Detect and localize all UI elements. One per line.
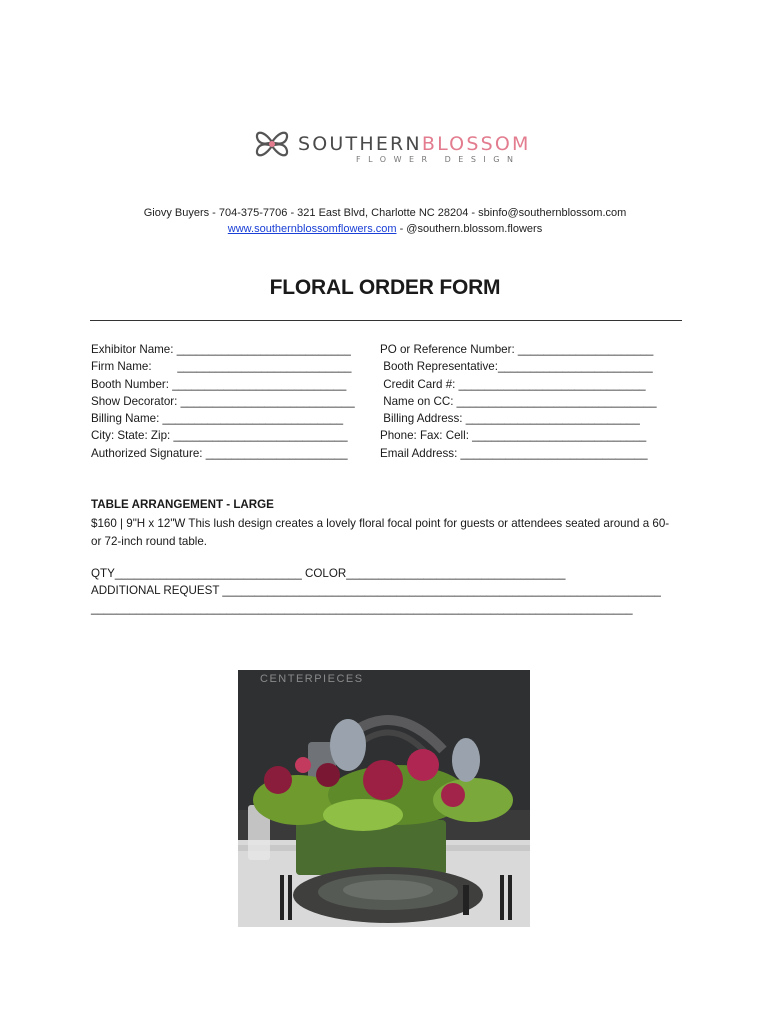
- billing-address-field[interactable]: Billing Address: ___________________________: [380, 412, 640, 426]
- po-reference-field[interactable]: PO or Reference Number: _____________________: [380, 343, 654, 356]
- order-fields-right: [380, 341, 657, 462]
- exhibitor-name-field[interactable]: Exhibitor Name: ___________________________: [91, 343, 351, 356]
- arrangement-title: TABLE ARRANGEMENT - LARGE: [91, 498, 274, 511]
- order-fields-left: [91, 341, 355, 462]
- additional-request-blank-line[interactable]: ____________________________________________________________________________________: [91, 602, 633, 615]
- qty-color-field[interactable]: QTY_____________________________ COLOR__________________________________: [91, 567, 566, 580]
- firm-name-field[interactable]: Firm Name: ___________________________: [91, 360, 352, 374]
- social-handle: - @southern.blossom.flowers: [396, 223, 543, 235]
- brand-logo: [252, 124, 532, 168]
- name-on-cc-field[interactable]: Name on CC: _______________________________: [380, 394, 657, 408]
- booth-number-field[interactable]: Booth Number: ___________________________: [91, 377, 347, 391]
- brand-word-southern: SOUTHERN: [298, 133, 422, 155]
- booth-representative-field[interactable]: Booth Representative:________________________: [380, 360, 653, 374]
- email-address-field[interactable]: Email Address: _____________________________: [380, 446, 648, 460]
- brand-wordmark: [298, 133, 531, 155]
- website-link[interactable]: www.southernblossomflowers.com: [227, 223, 397, 235]
- credit-card-field[interactable]: Credit Card #: _____________________________: [380, 377, 646, 391]
- page-title: FLORAL ORDER FORM: [269, 276, 501, 299]
- photo-label: CENTERPIECES: [260, 673, 364, 685]
- contact-web-line: [0, 223, 770, 235]
- city-state-zip-field[interactable]: City: State: Zip: ___________________________: [91, 429, 348, 443]
- title-divider: [90, 320, 682, 321]
- brand-subtitle: FLOWER DESIGN: [356, 155, 521, 164]
- contact-line: Giovy Buyers - 704-375-7706 - 321 East Blvd, Charlotte NC 28204 - sbinfo@southernblossom.com: [143, 207, 627, 219]
- authorized-signature-field[interactable]: Authorized Signature: ______________________: [91, 446, 348, 460]
- centerpiece-image: [238, 670, 530, 927]
- blossom-logo-icon: [252, 124, 292, 164]
- centerpiece-photo: [238, 670, 530, 927]
- brand-word-blossom: BLOSSOM: [421, 133, 531, 155]
- additional-request-field[interactable]: ADDITIONAL REQUEST ____________________________________________________________________: [91, 584, 661, 597]
- phone-fax-cell-field[interactable]: Phone: Fax: Cell: ___________________________: [380, 429, 647, 443]
- arrangement-description: $160 | 9"H x 12"W This lush design creates a lovely floral focal point for guests or attendees seated around a 60- or 72-inch round table.: [91, 517, 670, 548]
- show-decorator-field[interactable]: Show Decorator: ___________________________: [91, 394, 355, 408]
- billing-name-field[interactable]: Billing Name: ____________________________: [91, 412, 344, 426]
